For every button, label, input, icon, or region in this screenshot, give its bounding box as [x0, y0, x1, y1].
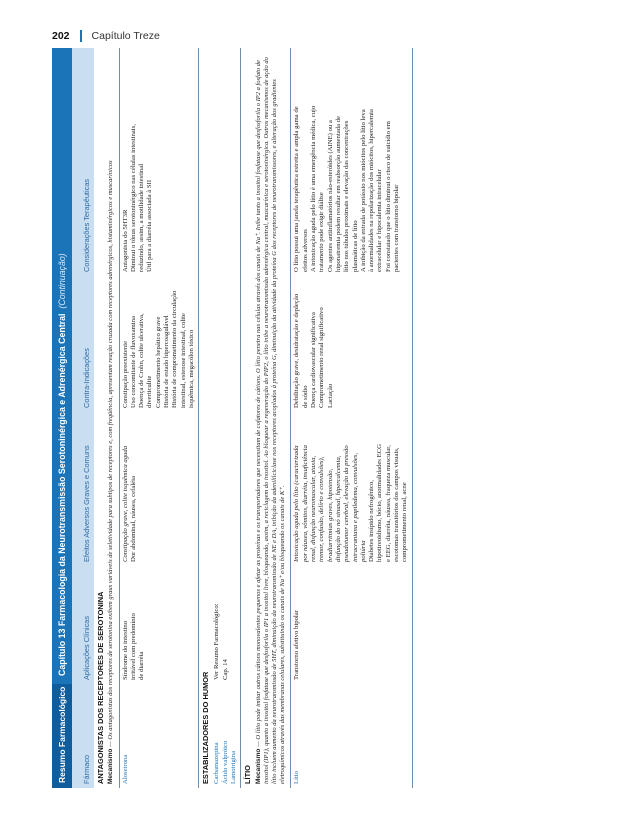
table-continued: (Continuação) — [56, 253, 67, 309]
drug-name: Ácido valpróico — [221, 740, 229, 784]
cell-line: de sódio — [301, 385, 309, 408]
drug-list — [211, 684, 240, 788]
considerations-cell — [120, 48, 199, 276]
cell-line: escotomas transitórios dos campos visuais, — [393, 447, 401, 562]
applications-cell — [291, 566, 411, 684]
adverse-cell — [120, 412, 199, 566]
cell-line: hiponatremia podem resultar em reabsorção aumentada de — [334, 116, 342, 272]
table-row-alosetrona — [120, 48, 199, 788]
cell-line: intestinal, estenose intestinal, colite — [179, 313, 187, 408]
cell-line: História de comprometimento da circulação — [171, 290, 179, 408]
drug-name: Lamotrigina — [230, 750, 238, 784]
cell-line: História de estado hipercoagulável — [162, 315, 170, 408]
mechanism-label: Mecanismo — [107, 748, 115, 784]
cell-line: Antagonista do 5HT3R — [121, 209, 129, 272]
cell-line: O lítio possui uma janela terapêutica estreita e ampla gama de — [293, 106, 301, 272]
section-heading-serotonin-antagonists: ANTAGONISTAS DOS RECEPTORES DE SEROTONINA — [96, 591, 105, 784]
table-column-headers — [72, 48, 94, 788]
cell-line: hipotireoidismo, bócio, anormalidades ECG — [376, 444, 384, 562]
applications-cell — [120, 566, 199, 684]
table-label: Resumo Farmacológico — [52, 684, 72, 788]
cell-line: intracraniana e papiledema, convulsões, — [351, 452, 359, 562]
cell-line: Debilitação grave, desidratação e depleção — [293, 293, 301, 408]
cell-line: pseudotumor cerebral, elevação da pressão — [343, 445, 351, 562]
cell-line: Síndrome do intestino — [121, 620, 129, 680]
reference-cell — [211, 566, 240, 684]
contraindications-cell — [291, 276, 411, 412]
contraindications-cell — [120, 276, 199, 412]
table-title-bar — [52, 48, 72, 788]
cell-line: efeitos adversos — [301, 229, 309, 272]
table-title-text: Capítulo 13 Farmacologia da Neurotransmissão Serotoninérgica e Adrenérgica Central — [56, 313, 67, 676]
column-header-considerations: Considerações Terapêuticas — [82, 178, 91, 272]
mechanism-text: — Os antagonistas dos receptores de serotonina exibem graus variáveis de seletividade para subtipos de receptores e, com freqüência, apresentam reação cruzada com receptores adrenérgicos, histaminérgicos e muscarínicos — [107, 160, 115, 749]
cell-line: Cap. 14 — [221, 659, 229, 680]
table-row-mood-stabilizers — [211, 48, 240, 788]
cell-line: Uso concomitante de fluvoxamina — [129, 316, 137, 408]
cell-line: pacientes com transtorno bipolar — [393, 184, 401, 272]
considerations-cell — [291, 48, 411, 276]
cell-line: Dor abdominal, náusea, cefaléia — [129, 476, 137, 562]
section-mechanism-serotonin — [106, 48, 118, 788]
cell-line: de diarréia — [138, 651, 146, 680]
cell-line: extracelular e hipocalemia intracelular — [376, 169, 384, 272]
cell-line: Foi constatado que o lítio diminui o risco de suicídio em — [384, 121, 392, 272]
divider — [412, 48, 413, 788]
cell-line: irritável com predomínio — [129, 613, 137, 680]
cell-line: Doença de Crohn, colite ulcerativa, — [138, 313, 146, 408]
cell-line: tratamento pode exigir diálise — [318, 192, 326, 272]
chapter-name: Capítulo Treze — [91, 30, 160, 42]
cell-line: poliúria — [359, 540, 367, 562]
cell-line: isquêmica, megacólon tóxico — [187, 329, 195, 408]
cell-line: Lactação — [326, 383, 334, 408]
drug-name: Carbamazepina — [213, 742, 221, 784]
cell-line: Doença cardiovascular significativa — [310, 312, 318, 408]
cell-line: comprometimento renal, acne — [401, 482, 409, 562]
cell-line: bradiarritmias graves, hipotensão, — [326, 468, 334, 562]
page-header — [52, 28, 160, 44]
mechanism-text: — O lítio pode imitar outros cátions monovalentes pequenos e afetar as proteínas e os transportadores que necessitam de cofatores de cátions. O lítio penetra nas células através dos canais de Na⁺. Inibe tanto a inositol fosfatase que desfosforila o IP2 a fosfato de inositol (IP1), quanto a inositol fosfatase que desfosforila o IP1 a inositol livre, bloqueando, assim, a reciclagem do inositol. Ao bloquear a regeneração do PIP2, o lítio inibe a neurotransmissão adrenérgica central, muscarínica e serotoninérgica. Outros mecanismos de ação do lítio incluem aumento da neurotransmissão de 5HT, diminuição da neurotransmissão de NE e DA, inibição da adenililciclase nos receptores acoplados à proteína G, diminuição da atividade da proteína G dos receptores de neurotransmissores, e alteração dos gradientes eletroquímicos através das membranas celulares, substituindo os canais de Na⁺ e/ou bloqueando os canais de K⁺. — [254, 57, 287, 784]
pharmacology-summary-table — [52, 48, 600, 788]
cell-line: Diabetes insípido nefrogênico, — [368, 480, 376, 562]
mechanism-label: Mecanismo — [254, 748, 262, 784]
cell-line: por náusea, vômitos, diarréia, insuficiência — [301, 445, 309, 562]
column-header-applications: Aplicações Clínicas — [82, 615, 91, 680]
column-header-adverse: Efeitos Adversos Graves e Comuns — [82, 445, 91, 562]
table-title — [52, 253, 72, 684]
cell-line: Transtorno afetivo bipolar — [293, 610, 301, 680]
cell-line: Intoxicação aguda pelo lítio (caracterizada — [293, 445, 301, 562]
cell-line: Os agentes antiinflamatórios não-esteróides (AINE) ou a — [326, 120, 334, 272]
header-divider — [80, 30, 82, 42]
cell-line: A inibição da entrada de potássio nos miócitos pelo lítio leva — [359, 109, 367, 272]
cell-line: A intoxicação aguda pelo lítio é uma emergência médica, cujo — [310, 105, 318, 272]
adverse-cell — [291, 412, 411, 566]
cell-line: renal, disfunção neuromuscular, ataxia, — [310, 455, 318, 562]
cell-line: diverticulite — [146, 375, 154, 408]
drug-name: Alosetrona — [121, 754, 129, 784]
cell-line: disfunção do nó sinusal, hipercalcemia, — [334, 455, 342, 562]
cell-line: Útil para a diarréia associada à SII — [146, 179, 154, 272]
page-number: 202 — [52, 30, 70, 42]
cell-line: Ver Resumo Farmacológico: — [213, 603, 221, 680]
cell-line: reduzindo, assim, a motilidade intestinal — [138, 163, 146, 272]
section-mechanism-lithium — [254, 48, 291, 788]
column-header-drug: Fármaco — [82, 754, 91, 784]
cell-line: tremor, confusão, delírio e convulsões), — [318, 456, 326, 562]
column-header-contraindications: Contra-Indicações — [82, 348, 91, 408]
cell-line: Comprometimento hepático grave — [154, 316, 162, 408]
section-heading-mood-stabilizers: ESTABILIZADORES DO HUMOR — [201, 671, 211, 784]
drug-name: Lítio — [293, 770, 301, 784]
cell-line: Diminui o tônus serotoninérgico nas células intestinais, — [129, 124, 137, 272]
cell-line: Comprometimento renal significativo — [318, 307, 326, 408]
cell-line: e EEG, diarréia, náusea, fraqueza muscular, — [384, 445, 392, 562]
cell-line: plasmáticas de lítio — [351, 220, 359, 272]
cell-line: Constipação grave, colite isquêmica aguda — [121, 445, 129, 562]
section-heading-lithium: LÍTIO — [243, 765, 253, 784]
cell-line: à anormalidades na repolarização dos miócitos, hipercalemia — [368, 109, 376, 272]
table-row-litio — [291, 48, 411, 788]
cell-line: Constipação preexistente — [121, 340, 129, 408]
cell-line: lítio nos túbulos proximais e elevação das concentrações — [343, 120, 351, 272]
